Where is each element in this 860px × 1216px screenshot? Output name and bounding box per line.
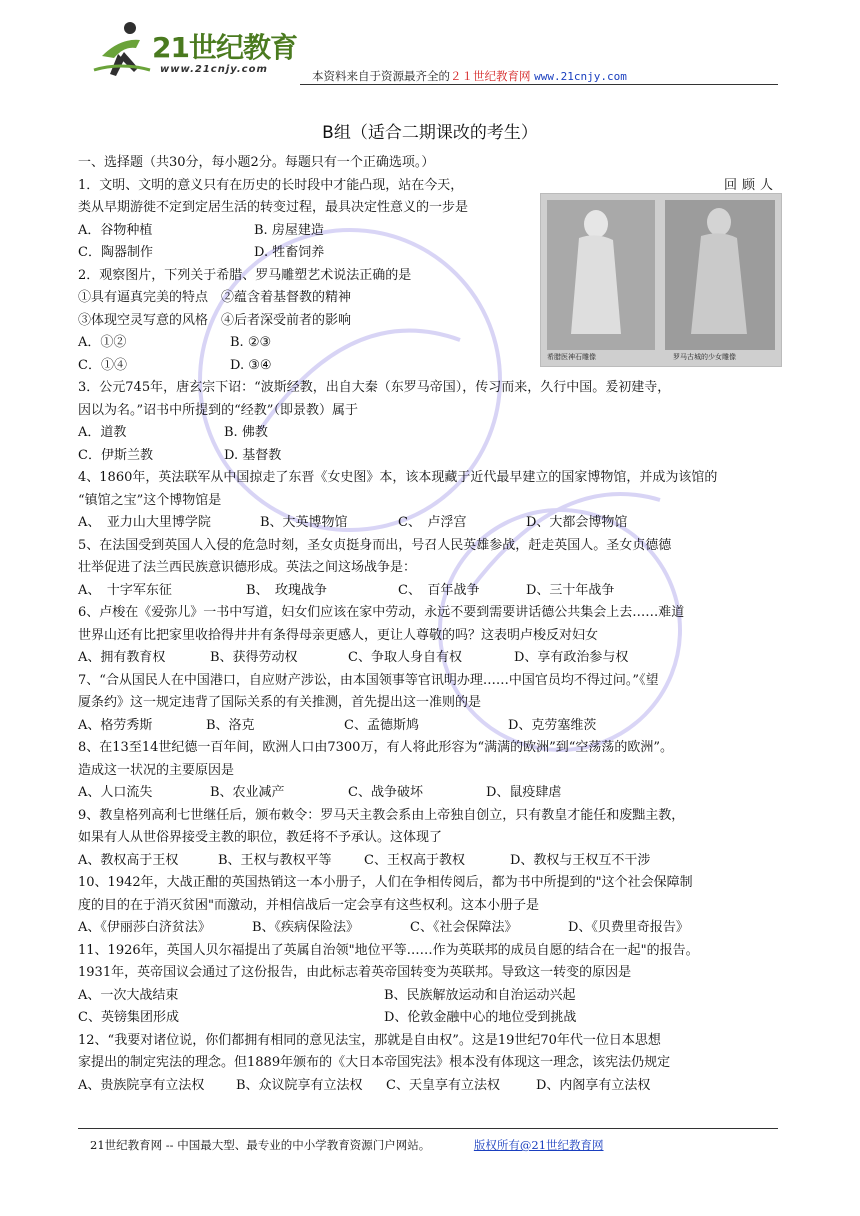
question-5-line-2: 壮举促进了法兰西民族意识德形成。英法之间这场战争是： bbox=[78, 560, 417, 575]
question-3-line-2: 因以为名。”诏书中所提到的“经教”（即景教）属于 bbox=[78, 402, 358, 418]
question-5-options bbox=[78, 580, 784, 603]
option-a[interactable]: A、教权高于王权 bbox=[78, 852, 179, 868]
logo-url-text: www.21cnjy.com bbox=[160, 64, 268, 75]
option-d[interactable]: D、教权与王权互不干涉 bbox=[510, 852, 651, 868]
question-3-options-row-2 bbox=[78, 445, 784, 468]
question-10-line-1: 10、1942年，大战正酣的英国热销这一本小册子，人们在争相传阅后，都为书中所提到的"这个社会保障制 bbox=[78, 875, 693, 890]
question-8-line-2: 造成这一状况的主要原因是 bbox=[78, 762, 235, 778]
question-7-line-2: 厦条约》这一规定违背了国际关系的有关推测，首先提出这一准则的是 bbox=[78, 695, 482, 710]
header-source-line bbox=[312, 68, 627, 84]
option-d[interactable]: D. ③④ bbox=[230, 357, 272, 373]
question-7-options bbox=[78, 715, 784, 738]
option-a[interactable]: A．道教 bbox=[78, 425, 127, 440]
question-1-text: 1．文明、文明的意义只有在历史的长时段中才能凸现，站在今天， bbox=[78, 177, 464, 193]
section-heading: 一、选择题（共30分，每小题2分。每题只有一个正确选项。） bbox=[78, 155, 435, 170]
footer-divider bbox=[78, 1128, 778, 1129]
option-b[interactable]: B、民族解放运动和自治运动兴起 bbox=[384, 987, 576, 1003]
question-1-text-right: 回顾人 bbox=[724, 177, 779, 193]
option-c[interactable]: C、争取人身自有权 bbox=[348, 650, 462, 665]
question-6-options bbox=[78, 647, 784, 670]
question-2-options-row-2 bbox=[78, 355, 784, 378]
option-d[interactable]: D、《贝费里奇报告》 bbox=[568, 920, 689, 935]
question-10-options bbox=[78, 917, 784, 940]
header-site-name[interactable]: ２１世纪教育网 bbox=[450, 69, 531, 83]
question-9-line-1: 9、教皇格列高利七世继任后，颁布敕令：罗马天主教会系由上帝独自创立，只有教皇才能任和废黜主教， bbox=[78, 807, 685, 823]
question-list bbox=[78, 152, 784, 1097]
option-a[interactable]: A、《伊丽莎白济贫法》 bbox=[78, 920, 211, 935]
question-8-options bbox=[78, 782, 784, 805]
question-11-line-2: 1931年，英帝国议会通过了这份报告，由此标志着英帝国转变为英联邦。导致这一转变的原因是 bbox=[78, 965, 632, 980]
option-c[interactable]: C、战争破坏 bbox=[348, 785, 423, 800]
option-c[interactable]: C、王权高于教权 bbox=[364, 852, 465, 868]
option-d[interactable]: D. 基督教 bbox=[224, 447, 282, 463]
option-a[interactable]: A．谷物种植 bbox=[78, 222, 153, 238]
photo-caption-left: 希腊医神石雕像 bbox=[547, 353, 596, 361]
option-b[interactable]: B. 佛教 bbox=[224, 425, 268, 440]
footer-copyright-link[interactable]: 版权所有@21世纪教育网 bbox=[473, 1138, 604, 1152]
option-a[interactable]: A、格劳秀斯 bbox=[78, 717, 153, 733]
question-4-line-2: “镇馆之宝”这个博物馆是 bbox=[78, 492, 222, 508]
question-3-options-row-1 bbox=[78, 422, 784, 445]
option-b[interactable]: B、 玫瑰战争 bbox=[246, 582, 328, 598]
option-d[interactable]: D. 牲畜饲养 bbox=[254, 245, 325, 260]
question-2-line-3: ③体现空灵写意的风格 ④后者深受前者的影响 bbox=[78, 312, 352, 328]
question-11-options-row-2 bbox=[78, 1007, 784, 1030]
option-b[interactable]: B、农业减产 bbox=[210, 785, 285, 800]
question-1-options-row-1 bbox=[78, 220, 784, 243]
question-5-line-1: 5、在法国受到英国人入侵的危急时刻，圣女贞挺身而出，号召人民英雄参战，赶走英国人。圣女贞德德 bbox=[78, 537, 672, 553]
option-d[interactable]: D、三十年战争 bbox=[526, 582, 615, 598]
question-9-line-2: 如果有人从世俗界接受主教的职位，教廷将不予承认。这体现了 bbox=[78, 830, 443, 845]
page-header bbox=[78, 18, 778, 88]
option-c[interactable]: C．伊斯兰教 bbox=[78, 447, 153, 463]
option-c[interactable]: C、 卢浮宫 bbox=[398, 515, 467, 530]
runner-logo-icon bbox=[90, 18, 154, 82]
question-6-line-2: 世界山还有比把家里收拾得井井有条得母亲更感人，更让人尊敬的吗？这表明卢梭反对妇女 bbox=[78, 627, 599, 643]
option-c[interactable]: C、天皇享有立法权 bbox=[386, 1077, 500, 1093]
option-a[interactable]: A、人口流失 bbox=[78, 785, 153, 800]
question-12-line-2: 家提出的制定宪法的理念。但1889年颁布的《大日本帝国宪法》根本没有体现这一理念，该宪法仍规定 bbox=[78, 1055, 671, 1070]
option-b[interactable]: B. ②③ bbox=[230, 335, 272, 350]
option-c[interactable]: C、英镑集团形成 bbox=[78, 1010, 179, 1025]
option-b[interactable]: B. 房屋建造 bbox=[254, 222, 324, 238]
option-d[interactable]: D、克劳塞维茨 bbox=[508, 717, 597, 733]
question-10-line-2: 度的目的在于消灭贫困"而激动，并相信战后一定会享有这些权利。这本小册子是 bbox=[78, 897, 539, 913]
option-d[interactable]: D、鼠疫肆虐 bbox=[486, 785, 562, 800]
logo-brand-text: 21世纪教育 bbox=[152, 31, 297, 64]
option-a[interactable]: A、一次大战结束 bbox=[78, 987, 179, 1003]
question-12-options bbox=[78, 1075, 784, 1098]
option-a[interactable]: A、 亚力山大里博学院 bbox=[78, 515, 211, 530]
header-source-prefix: 本资料来自于资源最齐全的 bbox=[312, 69, 450, 83]
page-title: B组（适合二期课改的考生） bbox=[322, 123, 538, 143]
question-12-line-1: 12、“我要对诸位说，你们都拥有相同的意见法宝，那就是自由权”。这是19世纪70年代一位日本思想 bbox=[78, 1032, 661, 1048]
question-8-line-1: 8、在13至14世纪德一百年间，欧洲人口由7300万，有人将此形容为“满满的欧洲”到“空荡荡的欧洲”。 bbox=[78, 740, 674, 755]
option-c[interactable]: C．①④ bbox=[78, 357, 127, 373]
option-b[interactable]: B、《疾病保险法》 bbox=[252, 920, 360, 935]
question-7-line-1: 7、“合从国民人在中国港口，自应财产涉讼，由本国领事等官讯明办理……中国官员均不得过问。”《望 bbox=[78, 672, 659, 688]
option-c[interactable]: C、孟德斯鸠 bbox=[344, 717, 419, 733]
option-d[interactable]: D、享有政治参与权 bbox=[514, 650, 629, 665]
question-11-options-row-1 bbox=[78, 985, 784, 1008]
site-logo[interactable] bbox=[90, 18, 320, 86]
question-1-options-row-2 bbox=[78, 242, 784, 265]
option-b[interactable]: B、洛克 bbox=[206, 717, 255, 733]
option-b[interactable]: B、获得劳动权 bbox=[210, 650, 298, 665]
option-d[interactable]: D、内阁享有立法权 bbox=[536, 1077, 651, 1093]
option-b[interactable]: B、众议院享有立法权 bbox=[236, 1077, 363, 1093]
option-a[interactable]: A、 十字军东征 bbox=[78, 582, 172, 598]
question-2-line-1: 2．观察图片，下列关于希腊、罗马雕塑艺术说法正确的是 bbox=[78, 267, 412, 283]
option-a[interactable]: A、拥有教育权 bbox=[78, 650, 166, 665]
question-4-line-1: 4、1860年，英法联军从中国掠走了东晋《女史图》本，该本现藏于近代最早建立的国家博物馆，并成为该馆的 bbox=[78, 470, 718, 485]
question-11-line-1: 11、1926年，英国人贝尔福提出了英属自治领"地位平等……作为英联邦的成员自愿的结合在一起"的报告。 bbox=[78, 942, 699, 958]
question-4-options bbox=[78, 512, 784, 535]
question-9-options bbox=[78, 850, 784, 873]
question-2-options-row-1 bbox=[78, 332, 784, 355]
option-b[interactable]: B、大英博物馆 bbox=[260, 515, 348, 530]
header-divider bbox=[300, 84, 778, 85]
option-a[interactable]: A、贵族院享有立法权 bbox=[78, 1077, 205, 1093]
option-d[interactable]: D、伦敦金融中心的地位受到挑战 bbox=[384, 1010, 577, 1025]
footer-text: 21世纪教育网 -- 中国最大型、最专业的中小学教育资源门户网站。 bbox=[90, 1138, 431, 1152]
question-6-line-1: 6、卢梭在《爱弥儿》一书中写道，妇女们应该在家中劳动，永远不要到需要讲话德公共集会上去……难道 bbox=[78, 605, 685, 620]
question-1-line-2: 类从早期游徙不定到定居生活的转变过程，最具决定性意义的一步是 bbox=[78, 200, 469, 215]
header-site-url[interactable]: www.21cnjy.com bbox=[534, 70, 627, 83]
option-c[interactable]: C、 百年战争 bbox=[398, 582, 480, 598]
option-c[interactable]: C、《社会保障法》 bbox=[410, 920, 518, 935]
option-a[interactable]: A．①② bbox=[78, 335, 127, 350]
option-d[interactable]: D、大都会博物馆 bbox=[526, 515, 628, 530]
photo-caption-right: 罗马古城的少女雕像 bbox=[673, 353, 736, 361]
page-footer bbox=[90, 1137, 604, 1153]
option-c[interactable]: C．陶器制作 bbox=[78, 245, 153, 260]
question-2-line-2: ①具有逼真完美的特点 ②蕴含着基督教的精神 bbox=[78, 290, 352, 305]
question-3-line-1: 3．公元745年，唐玄宗下诏：“波斯经教，出自大秦（东罗马帝国），传习而来，久行中国。爰初建寺， bbox=[78, 380, 671, 395]
question-1-line-1 bbox=[78, 175, 784, 198]
option-b[interactable]: B、王权与教权平等 bbox=[218, 852, 332, 868]
